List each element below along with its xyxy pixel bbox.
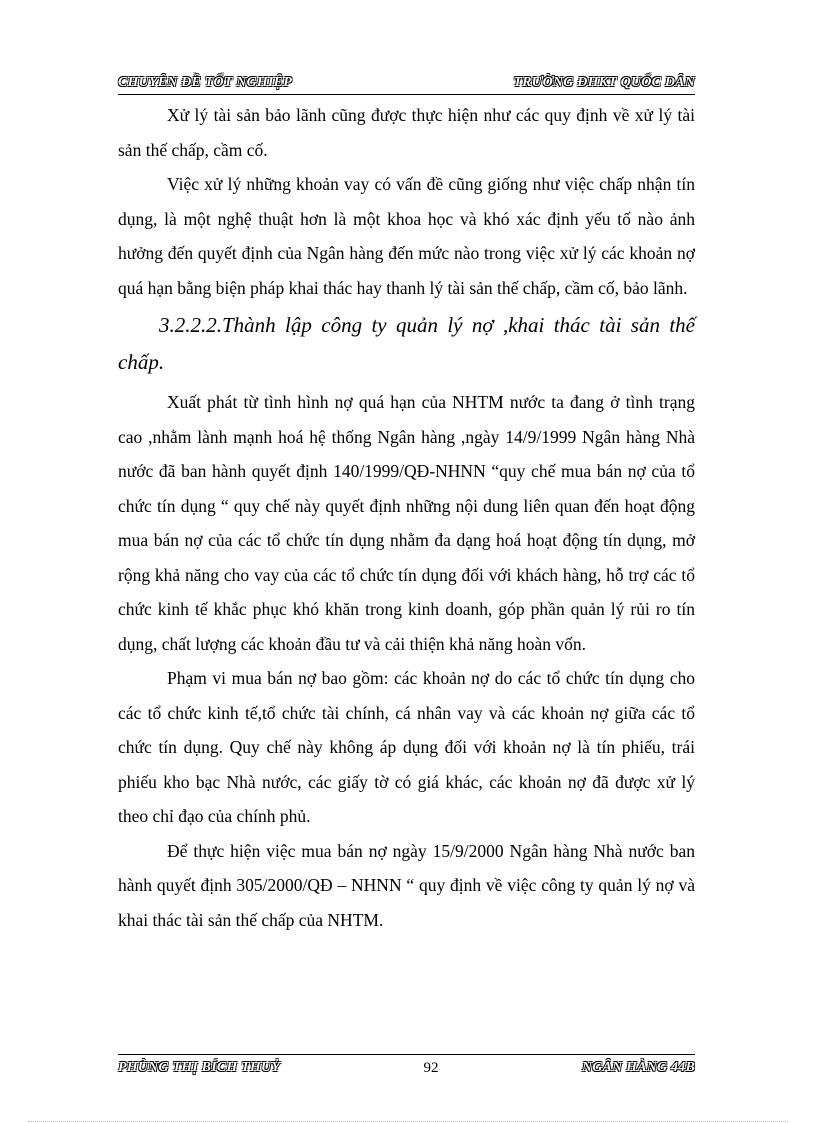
page-number: 92 [423,1059,439,1076]
header-title-left: CHUYÊN ĐỀ TỐT NGHIỆP [118,75,292,90]
page-body [118,98,695,937]
footer-author: PHÙNG THỊ BÍCH THUỶ [118,1060,281,1075]
paragraph-3: Xuất phát từ tình hình nợ quá hạn của NHTM nước ta đang ở tình trạng cao ,nhằm lành mạnh hoá hệ thống Ngân hàng ,ngày 14/9/1999 Ngân hàng Nhà nước đã ban hành quyết định 140/1999/QĐ-NHNN “quy chế mua bán nợ của tổ chức tín dụng “ quy chế này quyết định những nội dung liên quan đến hoạt động mua bán nợ của các tổ chức tín dụng nhằm đa dạng hoá hoạt động tín dụng, mở rộng khả năng cho vay của các tổ chức tín dụng đối với khách hàng, hỗ trợ các tổ chức kinh tế khắc phục khó khăn trong kinh doanh, góp phần quản lý rủi ro tín dụng, chất lượng các khoản đầu tư và cải thiện khả năng hoàn vốn. [118,392,695,654]
page-footer [118,1054,695,1079]
footer-class: NGÂN HÀNG 44B [581,1060,695,1075]
page-header [118,72,695,95]
paragraph-4: Phạm vi mua bán nợ bao gồm: các khoản nợ do các tổ chức tín dụng cho các tổ chức kinh tế,tổ chức tài chính, cá nhân vay và các khoản nợ giữa các tổ chức tín dụng. Quy chế này không áp dụng đối với khoản nợ là tín phiếu, trái phiếu kho bạc Nhà nước, các giấy tờ có giá khác, các khoản nợ đã được xử lý theo chỉ đạo của chính phủ. [118,668,695,826]
header-title-right: TRƯỜNG ĐHKT QUỐC DÂN [513,75,695,90]
page-bottom-divider [28,1121,788,1122]
paragraph-2: Việc xử lý những khoản vay có vấn đề cũng giống như việc chấp nhận tín dụng, là một nghệ thuật hơn là một khoa học và khó xác định yếu tố nào ảnh hưởng đến quyết định của Ngân hàng đến mức nào trong việc xử lý các khoản nợ quá hạn bằng biện pháp khai thác hay thanh lý tài sản thế chấp, cầm cố, bảo lãnh. [118,174,695,298]
paragraph-5: Để thực hiện việc mua bán nợ ngày 15/9/2000 Ngân hàng Nhà nước ban hành quyết định 305/2000/QĐ – NHNN “ quy định về việc công ty quản lý nợ và khai thác tài sản thế chấp của NHTM. [118,840,695,930]
paragraph-1: Xử lý tài sản bảo lãnh cũng được thực hiện như các quy định về xử lý tài sản thế chấp, cầm cố. [118,105,695,160]
section-heading: 3.2.2.2.Thành lập công ty quản lý nợ ,khai thác tài sản thế chấp. [118,313,695,374]
